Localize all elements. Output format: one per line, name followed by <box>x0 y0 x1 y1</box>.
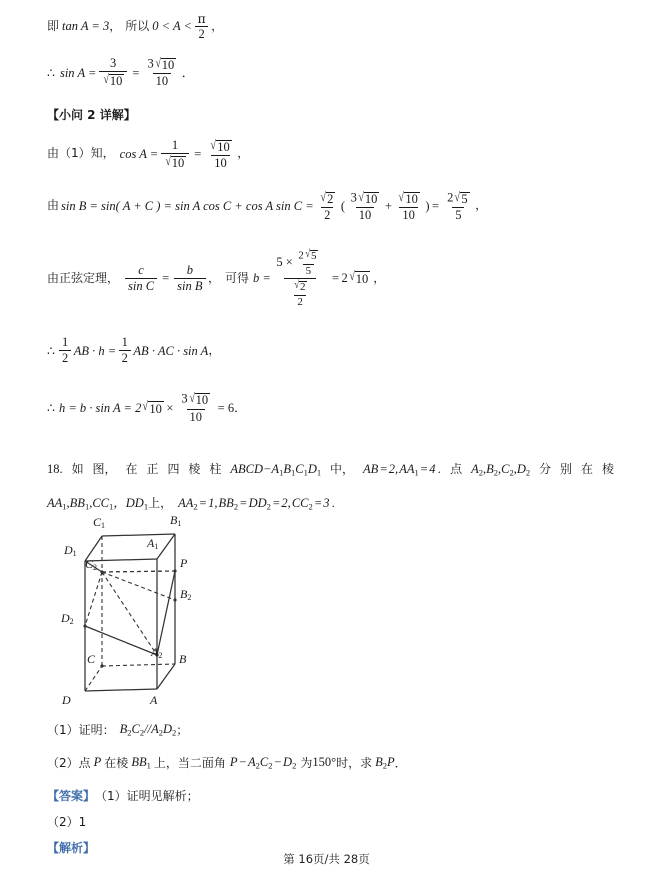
line4-coef-num <box>316 191 338 207</box>
analysis-marker: 【解析】 <box>47 841 96 856</box>
line2-f2-num: 3 √ 10 <box>147 56 175 73</box>
line5-c-den: sin C <box>125 278 157 293</box>
line4-coef-frac <box>316 191 338 222</box>
edge-D-A <box>85 689 157 691</box>
math-line-cos-a <box>47 139 617 170</box>
line4-r-den: 5 <box>452 207 464 222</box>
q18-seg-zhong: 中， <box>330 461 355 476</box>
vertex-dot-D2 <box>83 625 86 628</box>
answer-item-2-row <box>47 813 617 830</box>
line3-f2-num <box>206 139 235 155</box>
figure-label-C: C <box>87 652 96 667</box>
q18-seg-leng2: 棱 <box>601 461 614 476</box>
line4-paren-close: ) <box>425 199 430 214</box>
line4-term1 <box>348 191 383 222</box>
line5-b-den: sin B <box>174 278 205 293</box>
line2-therefore: ∴ <box>47 65 55 80</box>
sqrt-icon: √ 10 <box>398 189 418 206</box>
q18-seg-fen: 分 <box>539 461 552 476</box>
edge-C1-B1 <box>102 534 175 536</box>
line7-times: × <box>166 400 174 415</box>
line1-range: 0 < A < <box>152 19 192 34</box>
q18-seg-zhu: 柱 <box>209 461 222 476</box>
edge-D-C-hidden <box>85 666 102 691</box>
edge-C2-B2-hidden <box>102 572 175 600</box>
line4-t2-num <box>394 191 423 207</box>
part2-text-a: 点 <box>78 756 91 771</box>
line4-comma: ， <box>475 198 488 213</box>
part2-text-b: 在棱 <box>104 756 129 771</box>
line2-eq: = <box>132 65 140 80</box>
line6-half1 <box>59 336 71 365</box>
line5-kede: 可得 <box>225 270 250 285</box>
line3-comma: ， <box>237 146 250 161</box>
line5-b-eq: b = <box>253 271 271 286</box>
question-part-1 <box>47 721 617 738</box>
math-line-area <box>47 336 617 365</box>
edge-C-B-hidden <box>102 664 175 666</box>
line1-end: ， <box>211 18 224 33</box>
line7-h-eq: h = b · sin A = 2 <box>58 400 142 415</box>
line2-frac2 <box>144 57 179 88</box>
line5-eq2: = <box>331 271 340 286</box>
line4-t1-num: 3 √ 10 <box>350 189 378 206</box>
line6-h2-den: 2 <box>119 350 131 365</box>
line3-f1-den <box>161 153 190 170</box>
line2-period: ． <box>181 65 195 80</box>
math-line-height <box>47 392 617 423</box>
answer-block <box>47 787 617 804</box>
line3-eq: = <box>194 146 202 161</box>
figure-label-B2: B2 <box>180 587 192 603</box>
q18-seg-bie: 别 <box>560 461 573 476</box>
q18-seg-leng: 棱 <box>188 461 201 476</box>
vertex-dot-P <box>173 570 176 573</box>
sqrt-icon: √ 10 <box>103 72 123 89</box>
line1-suoyi: 所以 <box>125 18 150 33</box>
line1-two: 2 <box>195 26 207 41</box>
q18-seg-dian: 点 <box>450 461 463 476</box>
line7-frac <box>178 392 213 423</box>
line7-eq: = 6 <box>217 400 235 415</box>
edge-A2-P <box>157 571 175 655</box>
sqrt-icon: √ 2 <box>320 189 334 206</box>
edge-C2-A2-hidden <box>102 572 157 655</box>
line5-den-den: 2 <box>294 295 306 309</box>
line6-h1-num: 1 <box>61 335 69 350</box>
line2-f1-den <box>99 71 128 88</box>
line1-pi-over-2 <box>194 12 208 41</box>
question-18-line1 <box>47 460 614 477</box>
line4-result <box>444 191 473 222</box>
line5-b-num: b <box>186 262 193 277</box>
figure-label-C1: C1 <box>93 515 106 531</box>
line5-comma2: ， <box>373 270 386 285</box>
line4-t2-den: 10 <box>399 207 418 222</box>
q18-dimensions: AB = 2, AA1 = 4 . <box>363 461 442 478</box>
line3-cos-a: cos A = <box>119 146 159 161</box>
line5-inner-frac <box>295 249 321 277</box>
line2-f2-den: 10 <box>153 73 172 88</box>
math-line-sin-b <box>47 191 617 222</box>
line4-term2 <box>394 191 423 222</box>
edge-D2-A2 <box>85 626 157 655</box>
line7-f-num: 3 √ 10 <box>181 391 209 408</box>
sqrt-icon: √ 5 <box>454 189 468 206</box>
line1-comma: ， <box>109 18 122 33</box>
part2-angle: 150° <box>312 755 337 770</box>
edge-C2-D2-hidden <box>85 572 102 626</box>
line6-h1-den: 2 <box>59 350 71 365</box>
line5-eq1: = <box>162 271 170 286</box>
line5-inner-num: 2 √ 5 <box>298 248 317 262</box>
line3-frac1 <box>161 139 190 170</box>
line4-coef-den: 2 <box>321 207 333 222</box>
part2-edge-bb1: BB1 <box>131 755 151 771</box>
line6-rest: AB · AC · sin A <box>133 343 209 358</box>
q18-seg-shang: 上， <box>148 496 173 511</box>
sqrt-icon: √ 10 <box>210 137 230 154</box>
answer-item-1: （1）证明见解析； <box>95 789 199 804</box>
math-line-tan-a <box>47 12 617 41</box>
math-line-law-of-sines <box>47 249 617 308</box>
answer-marker: 【答案】 <box>47 789 96 804</box>
sqrt-icon: √ 10 <box>165 153 185 170</box>
q18-seg-zheng: 正 <box>146 461 159 476</box>
sqrt-icon: √ 5 <box>305 248 317 262</box>
q18-edges: AA1,BB1,CC1，DD1 <box>47 496 149 512</box>
line5-den-frac <box>290 280 311 308</box>
line7-f-den: 10 <box>187 409 206 424</box>
line5-result-coef: 2 <box>341 271 348 286</box>
part1-end: ； <box>176 723 189 738</box>
part2-number: （2） <box>47 756 79 771</box>
line2-f1-num: 3 <box>110 56 117 71</box>
math-line-sin-a <box>47 57 617 88</box>
part2-point-p: P <box>93 755 102 770</box>
line3-lead: 由（1）知， <box>47 146 115 161</box>
question-number: 18. <box>47 461 63 476</box>
section-marker-xiaowen2: 【小问 2 详解】 <box>47 107 136 122</box>
figure-label-A1: A1 <box>147 536 159 552</box>
sqrt-icon: √ 10 <box>155 56 175 73</box>
line5-den-num <box>290 280 311 295</box>
line5-big-num: 5 × 2 √ 5 5 <box>273 249 327 278</box>
line5-c-num: c <box>138 262 144 277</box>
line6-comma: ， <box>208 342 221 357</box>
part2-text-c: 上，当二面角 <box>153 756 226 771</box>
line5-lead: 由正弦定理， <box>47 270 120 285</box>
sqrt-icon: √ 10 <box>189 391 209 408</box>
q18-seg-zai2: 在 <box>581 461 594 476</box>
line4-plus: + <box>384 199 392 214</box>
edge-B1-A1 <box>157 534 175 559</box>
q18-seg-tu: 图， <box>92 461 117 476</box>
line5-comma1: ， <box>208 270 221 285</box>
vertex-dot-C2 <box>100 571 103 574</box>
line3-f2-den: 10 <box>211 155 230 170</box>
vertex-dot-C <box>100 665 103 668</box>
figure-label-C2: C2 <box>85 557 98 573</box>
q18-seg-si: 四 <box>167 461 180 476</box>
line6-therefore: ∴ <box>47 343 55 358</box>
figure-label-D: D <box>62 693 71 708</box>
figure-label-D2: D2 <box>61 611 74 627</box>
vertex-dot-B2 <box>173 599 176 602</box>
line5-frac-c <box>125 264 157 293</box>
sqrt-icon: √ 10 <box>358 189 378 206</box>
line1-pi: π <box>197 11 206 26</box>
part2-text-d: 为 <box>300 756 313 771</box>
edge-A-B <box>157 664 175 689</box>
line1-tan-a: tan A = 3 <box>62 19 110 34</box>
line6-h2-num: 1 <box>121 335 128 350</box>
part2-target: B2P <box>375 755 395 771</box>
part2-text-e: 时，求 <box>336 756 373 771</box>
q18-prism-name: ABCD−A1B1C1D1 <box>230 461 322 478</box>
line3-f1-num: 1 <box>171 137 179 152</box>
line4-lead: 由 <box>47 198 60 213</box>
line4-eq: = <box>432 199 440 214</box>
page-footer: 第 16页/共 28页 <box>283 852 370 866</box>
figure-label-A: A <box>150 693 158 708</box>
line3-frac2 <box>206 139 235 170</box>
answer-item-2: （2）1 <box>47 815 87 830</box>
line6-abh: AB · h = <box>73 343 117 358</box>
rectangular-prism-diagram <box>65 521 295 706</box>
line5-big-den <box>284 278 316 308</box>
question-18-line2 <box>47 493 614 511</box>
line4-t1-den: 10 <box>356 207 375 222</box>
q18-edge-values: AA2 = 1, BB2 = DD2 = 2, CC2 = 3 . <box>178 496 336 512</box>
vertex-dots <box>83 570 176 668</box>
figure-label-P: P <box>180 556 188 571</box>
edge-C2-P-ray-hidden <box>102 571 175 572</box>
line5-big-frac <box>273 249 327 308</box>
q18-seg-ru: 如 <box>71 461 84 476</box>
q18-points: A2,B2,C2,D2 <box>471 461 531 478</box>
part1-math: B2C2//A2D2 <box>119 722 177 738</box>
line7-period: ． <box>234 400 247 415</box>
sqrt-icon: √ 10 <box>349 269 369 287</box>
figure-container <box>47 513 617 709</box>
figure-label-D1: D1 <box>64 543 77 559</box>
sqrt-icon: √ 2 <box>294 279 306 294</box>
line4-r-num: 2 √ 5 <box>447 189 468 206</box>
figure-label-B1: B1 <box>170 513 182 529</box>
sqrt-icon: √ 10 <box>142 399 162 416</box>
line5-inner-den: 5 <box>303 264 315 278</box>
line2-frac1 <box>99 57 128 88</box>
part1-number: （1） <box>47 723 79 738</box>
line6-half2 <box>119 336 131 365</box>
line5-frac-b <box>174 264 205 293</box>
page-content <box>47 8 617 865</box>
q18-seg-zai: 在 <box>125 461 138 476</box>
line7-therefore: ∴ <box>47 400 55 415</box>
figure-label-A2: A2 <box>151 645 163 661</box>
part2-dihedral: P − A2C2 − D2 <box>229 755 297 771</box>
line4-paren-open: ( <box>340 199 346 214</box>
part2-end: ． <box>394 756 407 771</box>
figure-label-B: B <box>179 652 187 667</box>
line2-sin-a: sin A = <box>59 65 97 80</box>
line1-lead: 即 <box>47 18 60 33</box>
line4-sinb-expr: sin B = sin( A + C ) = sin A cos C + cos A sin C = <box>61 199 314 214</box>
part1-label: 证明： <box>78 723 115 738</box>
question-part-2 <box>47 754 617 771</box>
